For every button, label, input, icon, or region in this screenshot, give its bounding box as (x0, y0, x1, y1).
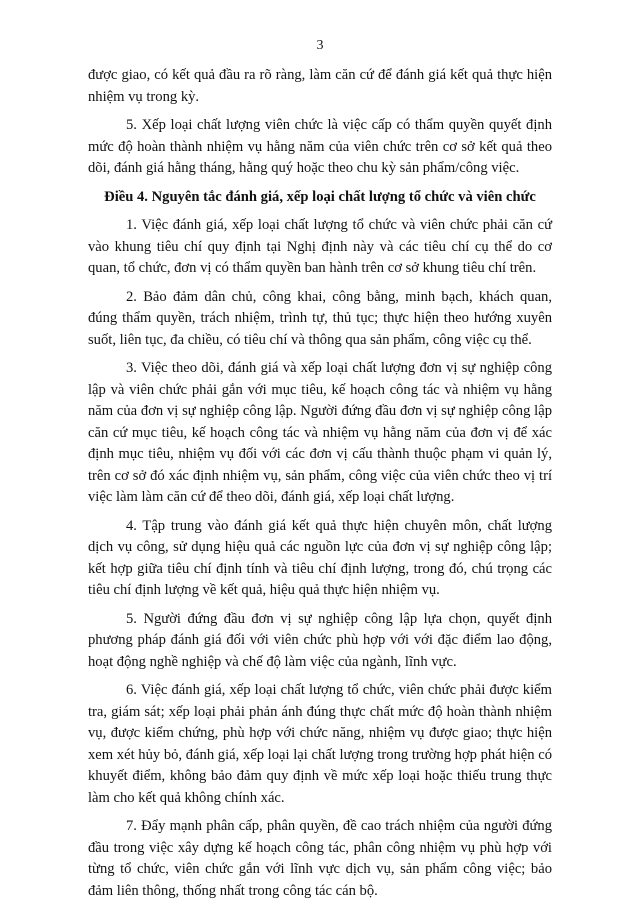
paragraph-item-3: 3. Việc theo dõi, đánh giá và xếp loại chất lượng đơn vị sự nghiệp công lập và viên chức phải gắn với mục tiêu, kế hoạch công tác và nhiệm vụ hằng năm của đơn vị sự nghiệp công lập. Người đứng đầu đơn vị sự nghiệp công lập căn cứ mục tiêu, kế hoạch công tác và nhiệm vụ hằng năm của đơn vị để xác định mục tiêu, nhiệm vụ đối với các đơn vị cấu thành thuộc phạm vi quản lý, trên cơ sở đó xác định nhiệm vụ, sản phẩm, công việc của viên chức theo vị trí việc làm làm căn cứ để theo dõi, đánh giá, xếp loại chất lượng. (88, 360, 552, 505)
article-4-heading: Điều 4. Nguyên tắc đánh giá, xếp loại chất lượng tổ chức và viên chức (104, 188, 536, 205)
paragraph-item-2: 2. Bảo đảm dân chủ, công khai, công bằng, minh bạch, khách quan, đúng thẩm quyền, trách nhiệm, trình tự, thủ tục; thực hiện theo hướng xuyên suốt, liên tục, đa chiều, có tiêu chí và thông qua sản phẩm, công việc cụ thể. (88, 288, 552, 348)
paragraph-item-1: 1. Việc đánh giá, xếp loại chất lượng tổ chức và viên chức phải căn cứ vào khung tiêu chí quy định tại Nghị định này và các tiêu chí cụ thể do cơ quan, tổ chức, đơn vị có thẩm quyền ban hành trên cơ sở khung tiêu chí trên. (88, 217, 552, 276)
paragraph-item-5b: 5. Người đứng đầu đơn vị sự nghiệp công lập lựa chọn, quyết định phương pháp đánh giá đối với viên chức phù hợp với với đặc điểm lao động, hoạt động nghề nghiệp và chế độ làm việc của ngành, lĩnh vực. (88, 610, 552, 670)
paragraph-item-5: 5. Xếp loại chất lượng viên chức là việc cấp có thẩm quyền quyết định mức độ hoàn thành nhiệm vụ hằng năm của viên chức trên cơ sở kết quả theo dõi, đánh giá hằng tháng, hằng quý hoặc theo chu kỳ sản phẩm/công việc. (88, 117, 552, 176)
document-body (88, 65, 552, 909)
page-number: 3 (316, 38, 324, 53)
paragraph-item-6: 6. Việc đánh giá, xếp loại chất lượng tổ chức, viên chức phải được kiểm tra, giám sát; xếp loại phải phản ánh đúng thực chất mức độ hoàn thành nhiệm vụ, được kiểm chứng, phù hợp với chức năng, nhiệm vụ được giao; thực hiện xem xét hủy bỏ, đánh giá, xếp loại lại chất lượng trong trường hợp phát hiện có khuyết điểm, không bảo đảm quy định về mức xếp loại hoặc thiếu trung thực làm cho kết quả không chính xác. (88, 682, 552, 806)
paragraph-continuation: được giao, có kết quả đầu ra rõ ràng, làm căn cứ để đánh giá kết quả thực hiện nhiệm vụ trong kỳ. (88, 67, 552, 105)
paragraph-item-7: 7. Đẩy mạnh phân cấp, phân quyền, đề cao trách nhiệm của người đứng đầu trong việc xây dựng kế hoạch công tác, phân công nhiệm vụ phù hợp với từng tổ chức, viên chức gắn với lĩnh vực dịch vụ, sản phẩm công việc; bảo đảm liên thông, thống nhất trong công tác cán bộ. (88, 818, 552, 899)
paragraph-item-4: 4. Tập trung vào đánh giá kết quả thực hiện chuyên môn, chất lượng dịch vụ công, sử dụng hiệu quả các nguồn lực của đơn vị sự nghiệp công lập; kết hợp giữa tiêu chí định tính và tiêu chí định lượng, trong đó, chú trọng các tiêu chí định lượng về kết quả, hiệu quả thực hiện nhiệm vụ. (88, 517, 552, 598)
